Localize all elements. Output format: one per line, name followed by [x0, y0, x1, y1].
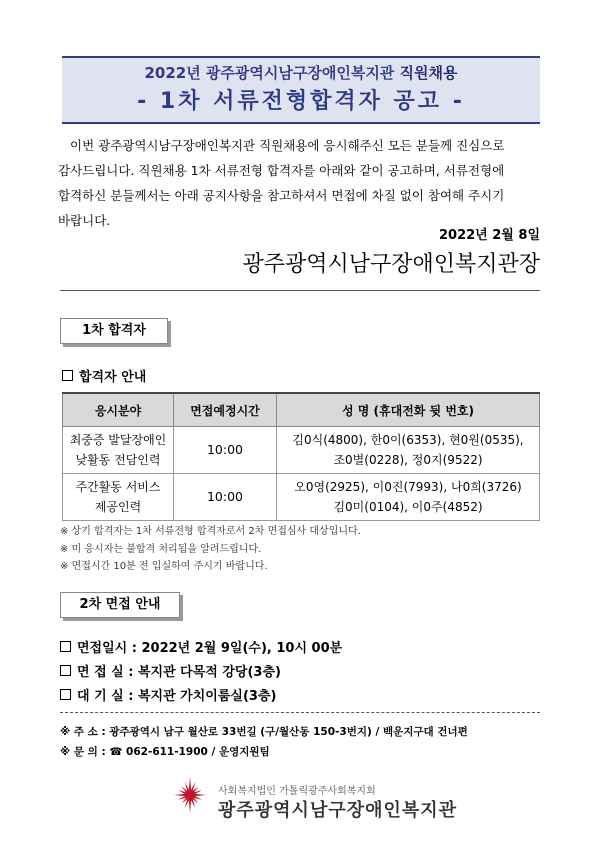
field-line-2: 제공인력 [94, 500, 142, 514]
field-line-1: 주간활동 서비스 [75, 480, 161, 494]
col-header-names: 성 명 (휴대전화 뒷 번호) [277, 393, 540, 427]
checkbox-bullet-icon [60, 689, 71, 700]
divider [60, 290, 540, 291]
names-line-1: 오0영(2925), 이0진(7993), 나0희(3726) [294, 480, 522, 494]
footer-divider [60, 712, 540, 713]
names-line-1: 김0식(4800), 한0이(6353), 현0원(0535), [292, 433, 524, 447]
section-tab-interview: 2차 면접 안내 [60, 592, 180, 618]
subheading-text: 합격자 안내 [79, 370, 147, 385]
intro-line-4: 바랍니다. [58, 213, 111, 228]
cell-time: 10:00 [174, 474, 277, 521]
cell-field [63, 474, 174, 521]
names-line-2: 김0미(0104), 이0주(4852) [333, 500, 483, 514]
page-title: - 1차 서류전형합격자 공고 - [137, 89, 465, 114]
interview-datetime-text: 면접일시 : 2022년 2월 9일(수), 10시 00분 [77, 641, 343, 656]
note-1: ※ 상기 합격자는 1차 서류전형 합격자로서 2차 면접심사 대상입니다. [60, 526, 361, 537]
names-line-2: 조0별(0228), 정0지(9522) [333, 453, 483, 467]
logo-name: 광주광역시남구장애인복지관 [218, 800, 458, 821]
title-recruit: 직원채용 [399, 64, 458, 82]
subheading-pass-info [62, 366, 146, 385]
logo-subtitle: 사회복지법인 가톨릭광주사회복지회 [218, 786, 376, 797]
announcement-date: 2022년 2월 8일 [439, 228, 540, 243]
issuer-name: 광주광역시남구장애인복지관장 [242, 252, 540, 277]
intro-line-1: 이번 광주광역시남구장애인복지관 직원채용에 응시해주신 모든 분들께 진심으로 [70, 138, 505, 153]
interview-room [60, 661, 281, 680]
waiting-room [60, 685, 276, 704]
footer-address: ※ 주 소 : 광주광역시 남구 월산로 33번길 (구/월산동 150-3번지) / 백운지구대 건너편 [60, 726, 468, 738]
footer-contact: ※ 문 의 : ☎ 062-611-1900 / 운영지원팀 [60, 746, 270, 758]
cross-logo-icon [170, 774, 210, 814]
intro-line-3: 합격하신 분들께서는 아래 공지사항을 참고하셔서 면접에 차질 없이 참여해 주시기 [58, 188, 505, 203]
table-row [63, 474, 540, 521]
table-row [63, 427, 540, 474]
field-line-2: 낮활동 전담인력 [75, 453, 161, 467]
note-2: ※ 미 응시자는 불합격 처리됨을 알려드립니다. [60, 544, 262, 555]
col-header-time: 면접예정시간 [174, 393, 277, 427]
cell-field [63, 427, 174, 474]
field-line-1: 최중증 발달장애인 [69, 433, 167, 447]
checkbox-bullet-icon [60, 641, 71, 652]
interview-datetime [60, 637, 342, 656]
section-tab-first-pass: 1차 합격자 [60, 318, 168, 344]
intro-paragraph [58, 133, 542, 233]
note-3: ※ 면접시간 10분 전 입실하여 주시기 바랍니다. [60, 561, 268, 572]
waiting-room-text: 대 기 실 : 복지관 가치이룸실(3층) [77, 689, 277, 704]
intro-line-2: 감사드립니다. 직원채용 1차 서류전형 합격자를 아래와 같이 공고하며, 서류전형에 [58, 163, 505, 178]
cell-names [277, 427, 540, 474]
table-header-row [63, 393, 540, 427]
title-year-org: 2022년 광주광역시남구장애인복지관 [144, 64, 395, 82]
cell-time: 10:00 [174, 427, 277, 474]
checkbox-bullet-icon [62, 370, 73, 381]
cell-names [277, 474, 540, 521]
title-line-1 [62, 62, 540, 83]
checkbox-bullet-icon [60, 665, 71, 676]
col-header-field: 응시분야 [63, 393, 174, 427]
interview-room-text: 면 접 실 : 복지관 다목적 강당(3층) [77, 665, 281, 680]
pass-table [62, 392, 540, 521]
